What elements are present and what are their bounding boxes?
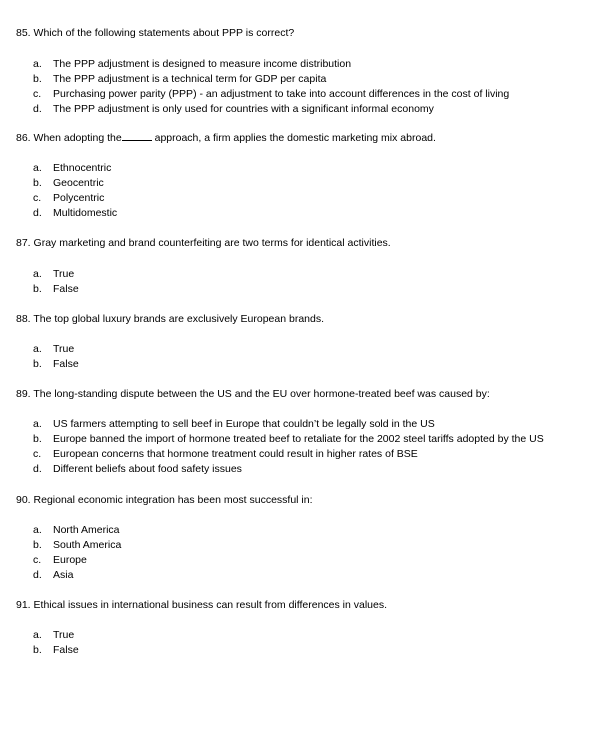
option-b [33, 282, 586, 297]
option-a [33, 161, 586, 176]
option-text: Different beliefs about food safety issues [53, 463, 242, 475]
question-stem [16, 312, 586, 327]
option-text: North America [53, 524, 120, 536]
option-b [33, 432, 586, 447]
option-a [33, 417, 586, 432]
question-90 [16, 493, 586, 583]
option-list [16, 523, 586, 583]
question-number: 88. [16, 313, 31, 325]
option-text: US farmers attempting to sell beef in Europe that couldn’t be legally sold in the US [53, 418, 435, 430]
question-number: 87. [16, 237, 31, 249]
option-letter: a. [33, 268, 42, 280]
question-stem [16, 131, 586, 146]
option-text: South America [53, 539, 122, 551]
question-stem [16, 26, 586, 41]
question-91 [16, 598, 586, 658]
question-text-before-blank: When adopting the [33, 132, 122, 144]
question-86 [16, 131, 586, 221]
question-85 [16, 26, 586, 117]
option-text: True [53, 343, 75, 355]
option-a [33, 523, 586, 538]
option-c [33, 191, 586, 206]
option-text: False [53, 283, 79, 295]
option-letter: d. [33, 207, 42, 219]
option-text: The PPP adjustment is only used for countries with a significant informal economy [53, 103, 434, 115]
question-text: Regional economic integration has been most successful in: [33, 494, 313, 506]
option-text: European concerns that hormone treatment could result in higher rates of BSE [53, 448, 418, 460]
option-letter: b. [33, 644, 42, 656]
option-letter: b. [33, 433, 42, 445]
question-88 [16, 312, 586, 372]
option-letter: b. [33, 177, 42, 189]
option-letter: d. [33, 463, 42, 475]
option-text: The PPP adjustment is designed to measure income distribution [53, 58, 352, 70]
option-list [16, 161, 586, 221]
option-text: Purchasing power parity (PPP) - an adjustment to take into account differences in the cost of living [53, 88, 510, 100]
option-text: True [53, 629, 75, 641]
option-text: Asia [53, 569, 74, 581]
question-stem [16, 387, 586, 402]
option-text: Multidomestic [53, 207, 118, 219]
option-text: The PPP adjustment is a technical term for GDP per capita [53, 73, 327, 85]
question-number: 90. [16, 494, 31, 506]
option-b [33, 538, 586, 553]
option-b [33, 643, 586, 658]
option-text: False [53, 358, 79, 370]
question-87 [16, 236, 586, 297]
question-stem [16, 493, 586, 508]
option-d [33, 102, 586, 117]
option-letter: c. [33, 88, 42, 100]
option-c [33, 553, 586, 568]
option-c [33, 87, 586, 102]
option-letter: b. [33, 73, 42, 85]
option-letter: a. [33, 58, 42, 70]
option-letter: a. [33, 418, 42, 430]
option-b [33, 357, 586, 372]
option-list [16, 267, 586, 297]
option-letter: a. [33, 162, 42, 174]
option-a [33, 267, 586, 282]
option-list [16, 57, 586, 117]
option-d [33, 568, 586, 583]
option-c [33, 447, 586, 462]
option-letter: c. [33, 554, 42, 566]
option-letter: a. [33, 629, 42, 641]
option-text: Geocentric [53, 177, 104, 189]
question-text: Gray marketing and brand counterfeiting are two terms for identical activities. [33, 237, 391, 249]
option-b [33, 176, 586, 191]
option-letter: c. [33, 448, 42, 460]
fill-in-blank [122, 131, 152, 141]
option-text: False [53, 644, 79, 656]
option-d [33, 462, 586, 477]
question-text: The top global luxury brands are exclusively European brands. [33, 313, 325, 325]
option-list [16, 342, 586, 372]
option-a [33, 57, 586, 72]
option-a [33, 342, 586, 357]
question-number: 86. [16, 132, 31, 144]
option-letter: b. [33, 539, 42, 551]
option-text: Europe [53, 554, 87, 566]
option-a [33, 628, 586, 643]
option-letter: c. [33, 192, 42, 204]
question-number: 85. [16, 27, 31, 39]
question-text: Ethical issues in international business can result from differences in values. [33, 599, 388, 611]
option-text: Ethnocentric [53, 162, 112, 174]
question-stem [16, 236, 586, 251]
option-letter: b. [33, 283, 42, 295]
option-letter: a. [33, 524, 42, 536]
option-text: Polycentric [53, 192, 105, 204]
option-text: Europe banned the import of hormone treated beef to retaliate for the 2002 steel tariffs adopted by the US [53, 433, 544, 445]
question-89 [16, 387, 586, 477]
option-text: True [53, 268, 75, 280]
option-b [33, 72, 586, 87]
question-number: 91. [16, 599, 31, 611]
question-text-after-blank: approach, a firm applies the domestic marketing mix abroad. [154, 132, 436, 144]
question-text: Which of the following statements about PPP is correct? [33, 27, 295, 39]
option-letter: a. [33, 343, 42, 355]
option-letter: d. [33, 103, 42, 115]
option-letter: d. [33, 569, 42, 581]
option-list [16, 417, 586, 477]
option-letter: b. [33, 358, 42, 370]
option-d [33, 206, 586, 221]
question-text: The long-standing dispute between the US and the EU over hormone-treated beef was caused by: [33, 388, 490, 400]
option-list [16, 628, 586, 658]
question-stem [16, 598, 586, 613]
question-number: 89. [16, 388, 31, 400]
